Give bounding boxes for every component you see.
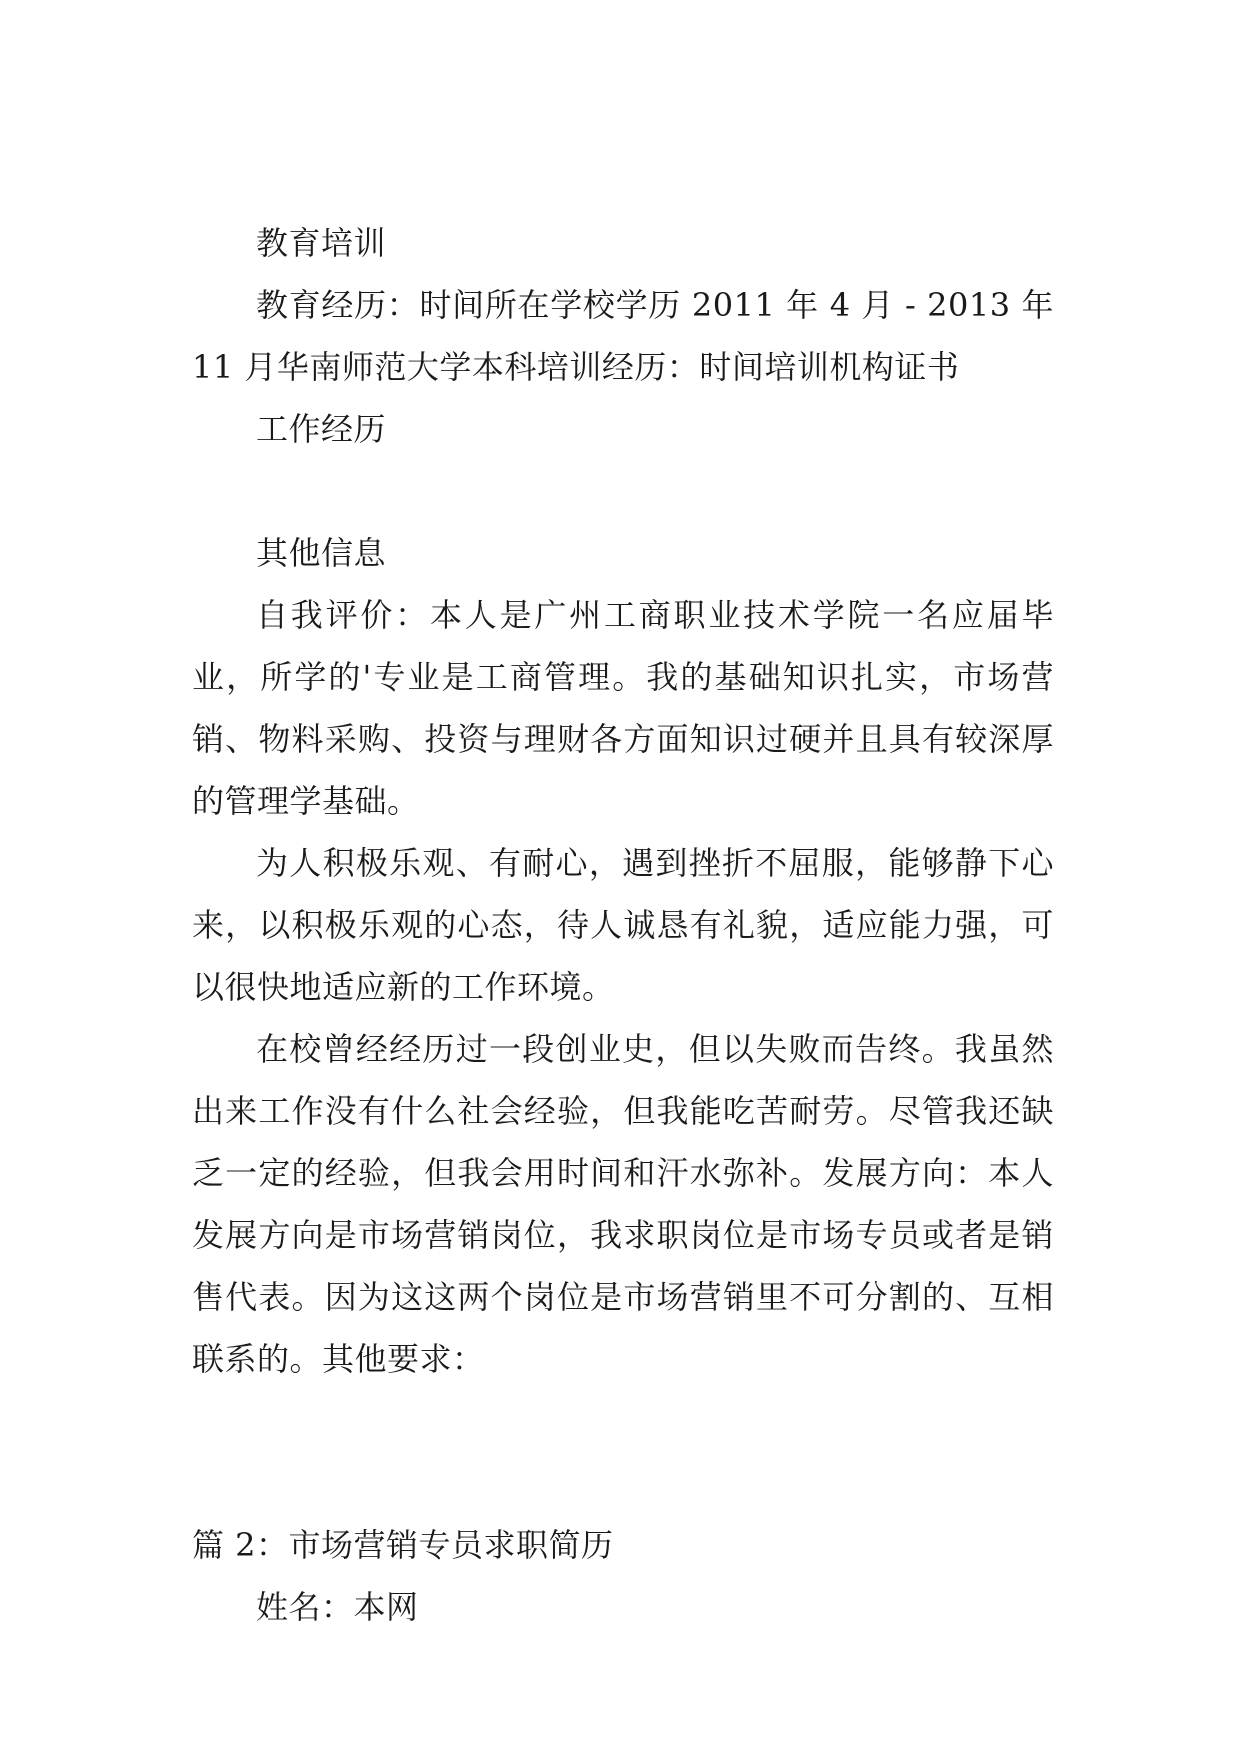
section-education-title: 教育培训 <box>256 224 387 262</box>
document-body <box>192 212 1054 1638</box>
personality-paragraph: 为人积极乐观、有耐心，遇到挫折不屈服，能够静下心来，以积极乐观的心态，待人诚恳有礼貌，适应能力强，可以很快地适应新的工作环境。 <box>192 844 1054 1006</box>
name-line: 姓名：本网 <box>256 1588 419 1626</box>
education-history-paragraph: 教育经历：时间所在学校学历 2011 年 4 月 - 2013 年 11 月华南师范大学本科培训经历：时间培训机构证书 <box>192 286 1054 386</box>
spacer <box>192 460 1054 522</box>
section-other-title: 其他信息 <box>256 534 387 572</box>
self-evaluation-paragraph: 自我评价：本人是广州工商职业技术学院一名应届毕业，所学的'专业是工商管理。我的基础知识扎实，市场营销、物料采购、投资与理财各方面知识过硬并且具有较深厚的管理学基础。 <box>192 596 1054 820</box>
experience-paragraph: 在校曾经经历过一段创业史，但以失败而告终。我虽然出来工作没有什么社会经验，但我能吃苦耐劳。尽管我还缺乏一定的经验，但我会用时间和汗水弥补。发展方向：本人发展方向是市场营销岗位，我求职岗位是市场专员或者是销售代表。因为这这两个岗位是市场营销里不可分割的、互相联系的。其他要求： <box>192 1030 1054 1378</box>
section-work-title: 工作经历 <box>256 410 387 448</box>
article-2-title: 篇 2：市场营销专员求职简历 <box>192 1526 614 1564</box>
spacer <box>192 1390 1054 1514</box>
